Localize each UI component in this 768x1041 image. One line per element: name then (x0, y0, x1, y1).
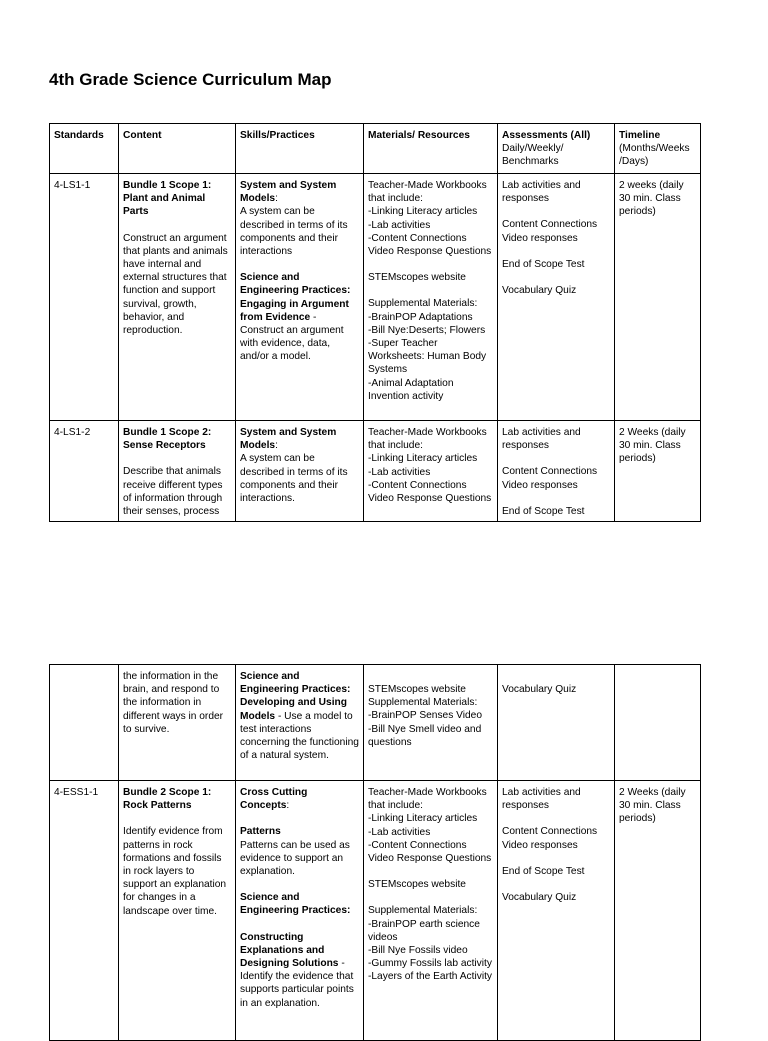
materials-item: -Super Teacher Worksheets: Human Body Systems (368, 338, 487, 376)
standard-cell: 4-ESS1-1 (50, 781, 119, 1041)
materials-item: -Bill Nye Smell video and questions (368, 723, 482, 748)
materials-cell (364, 781, 498, 1041)
materials-item: STEMscopes website (368, 684, 466, 695)
materials-cell (364, 665, 498, 781)
materials-item: -Linking Literacy articles (368, 206, 478, 218)
skills-body: A system can be described in terms of its components and their interactions. (240, 453, 348, 505)
content-title: Bundle 1 Scope 2: Sense Receptors (123, 427, 212, 452)
assessment-item: Content Connections Video responses (502, 826, 598, 851)
skills-body: A system can be described in terms of its components and their interactions (240, 206, 348, 258)
skills-title: System and System Models (240, 427, 337, 452)
assessment-item: Lab activities and responses (502, 787, 581, 812)
header-timeline-label: Timeline (619, 130, 661, 141)
materials-item: Supplemental Materials: (368, 697, 478, 709)
assessments-cell (498, 174, 615, 421)
skills-body: Construct an argument with evidence, data, and/or a model. (240, 325, 344, 363)
materials-item: -Linking Literacy articles (368, 453, 478, 465)
materials-item: -Content Connections Video Response Questions (368, 839, 492, 865)
content-cell (119, 421, 236, 522)
materials-item: STEMscopes website (368, 879, 466, 891)
header-assessments-label: Assessments (All) (502, 130, 591, 141)
materials-cell (364, 421, 498, 522)
timeline-cell (615, 665, 701, 781)
assessments-cell (498, 421, 615, 522)
skills-title: Constructing Explanations and Designing Solutions (240, 931, 339, 970)
header-timeline (615, 124, 701, 174)
content-body: Construct an argument that plants and animals have internal and external structures that function and support survival, growth, behavior, and reproduction. (123, 232, 228, 337)
skills-body: Use a model to test interactions concerning the functioning of a natural system. (240, 710, 359, 762)
header-assessments-sub: Daily/Weekly/ Benchmarks (502, 143, 564, 168)
timeline-cell: 2 weeks (daily 30 min. Class periods) (615, 174, 701, 421)
materials-item: Supplemental Materials: (368, 905, 478, 917)
assessment-item: End of Scope Test (502, 505, 585, 517)
materials-item: Teacher-Made Workbooks that include: (368, 787, 487, 812)
materials-item: -Lab activities (368, 826, 431, 838)
header-materials: Materials/ Resources (364, 124, 498, 174)
skills-body: Patterns can be used as evidence to support an explanation. (240, 839, 350, 878)
assessment-item: Content Connections Video responses (502, 466, 598, 491)
content-title: Bundle 1 Scope 1: Plant and Animal Parts (123, 180, 212, 218)
materials-item: -Bill Nye Fossils video (368, 945, 468, 957)
materials-item: -Lab activities (368, 219, 431, 231)
materials-item: STEMscopes website (368, 272, 466, 284)
header-standards: Standards (50, 124, 119, 174)
assessments-cell (498, 781, 615, 1041)
header-skills: Skills/Practices (236, 124, 364, 174)
skills-title: System and System Models (240, 180, 337, 205)
content-body: Identify evidence from patterns in rock formations and fossils in rock layers to support an explanation for changes in a landscape over time. (123, 826, 227, 917)
table-row (50, 665, 701, 781)
materials-item: -Bill Nye:Deserts; Flowers (368, 324, 486, 336)
header-timeline-sub: (Months/Weeks /Days) (619, 143, 690, 168)
materials-item: -Lab activities (368, 466, 431, 478)
skills-cell: Cross Cutting Concepts: Patterns Patterns can be used as evidence to support an explanation. Science and Engineering Practices: Constructing Explanations and Designing Solutions - Identify the evidence that supports particular points in an explanation. (236, 781, 364, 1041)
assessment-item: Vocabulary Quiz (502, 684, 577, 695)
materials-item: Teacher-Made Workbooks that include: (368, 180, 487, 205)
content-title: Bundle 2 Scope 1: Rock Patterns (123, 787, 212, 812)
assessment-item: Lab activities and responses (502, 180, 581, 205)
assessment-item: End of Scope Test (502, 865, 585, 877)
assessment-item: Lab activities and responses (502, 427, 581, 452)
skills-cell: System and System Models: A system can be described in terms of its components and their interactions. (236, 421, 364, 522)
materials-item: -Content Connections Video Response Questions (368, 479, 492, 505)
standard-cell: 4-LS1-2 (50, 421, 119, 522)
assessment-item: Vocabulary Quiz (502, 892, 577, 904)
content-cell (119, 665, 236, 781)
header-content: Content (119, 124, 236, 174)
materials-item: -BrainPOP earth science videos (368, 918, 480, 943)
materials-cell (364, 174, 498, 421)
table-row (50, 781, 701, 1041)
materials-item: -Linking Literacy articles (368, 813, 478, 825)
skills-title: Science and Engineering Practices: (240, 892, 351, 917)
curriculum-table-page-2 (49, 664, 701, 1041)
materials-item: -Animal Adaptation Invention activity (368, 377, 454, 402)
skills-cell: System and System Models: A system can be described in terms of its components and their interactions Science and Engineering Practices: Engaging in Argument from Evidence - Construct an argument with evidence, data, and/or a model. (236, 174, 364, 421)
standard-cell (50, 665, 119, 781)
materials-item: -Layers of the Earth Activity (368, 971, 493, 983)
table-row (50, 421, 701, 522)
content-body: the information in the brain, and respond to the information in different ways in order to survive. (123, 671, 224, 735)
assessment-item: Content Connections Video responses (502, 219, 598, 244)
assessment-item: End of Scope Test (502, 258, 585, 270)
document-title: 4th Grade Science Curriculum Map (49, 70, 332, 89)
curriculum-table-page-1 (49, 123, 701, 522)
materials-item: -BrainPOP Adaptations (368, 311, 473, 323)
skills-cell: Science and Engineering Practices: Developing and Using Models - Use a model to test interactions concerning the functioning of a natural system. (236, 665, 364, 781)
header-assessments (498, 124, 615, 174)
skills-title: Science and Engineering Practices: Developing and Using Models (240, 671, 351, 722)
table-header-row (50, 124, 701, 174)
standard-cell: 4-LS1-1 (50, 174, 119, 421)
content-body: Describe that animals receive different types of information through their senses, process (123, 466, 223, 518)
materials-item: Supplemental Materials: (368, 298, 478, 310)
materials-item: -BrainPOP Senses Video (368, 710, 483, 722)
timeline-cell: 2 Weeks (daily 30 min. Class periods) (615, 781, 701, 1041)
table-row (50, 174, 701, 421)
skills-title: Cross Cutting Concepts (240, 787, 308, 812)
materials-item: -Content Connections Video Response Questions (368, 232, 492, 258)
content-cell (119, 781, 236, 1041)
assessment-item: Vocabulary Quiz (502, 285, 577, 297)
content-cell (119, 174, 236, 421)
assessments-cell (498, 665, 615, 781)
skills-title: Patterns (240, 826, 281, 838)
timeline-cell: 2 Weeks (daily 30 min. Class periods) (615, 421, 701, 522)
materials-item: Teacher-Made Workbooks that include: (368, 427, 487, 452)
skills-body: Identify the evidence that supports particular points in an explanation. (240, 971, 354, 1009)
materials-item: -Gummy Fossils lab activity (368, 958, 492, 970)
skills-title: Science and Engineering Practices: Engaging in Argument from Evidence (240, 272, 351, 323)
